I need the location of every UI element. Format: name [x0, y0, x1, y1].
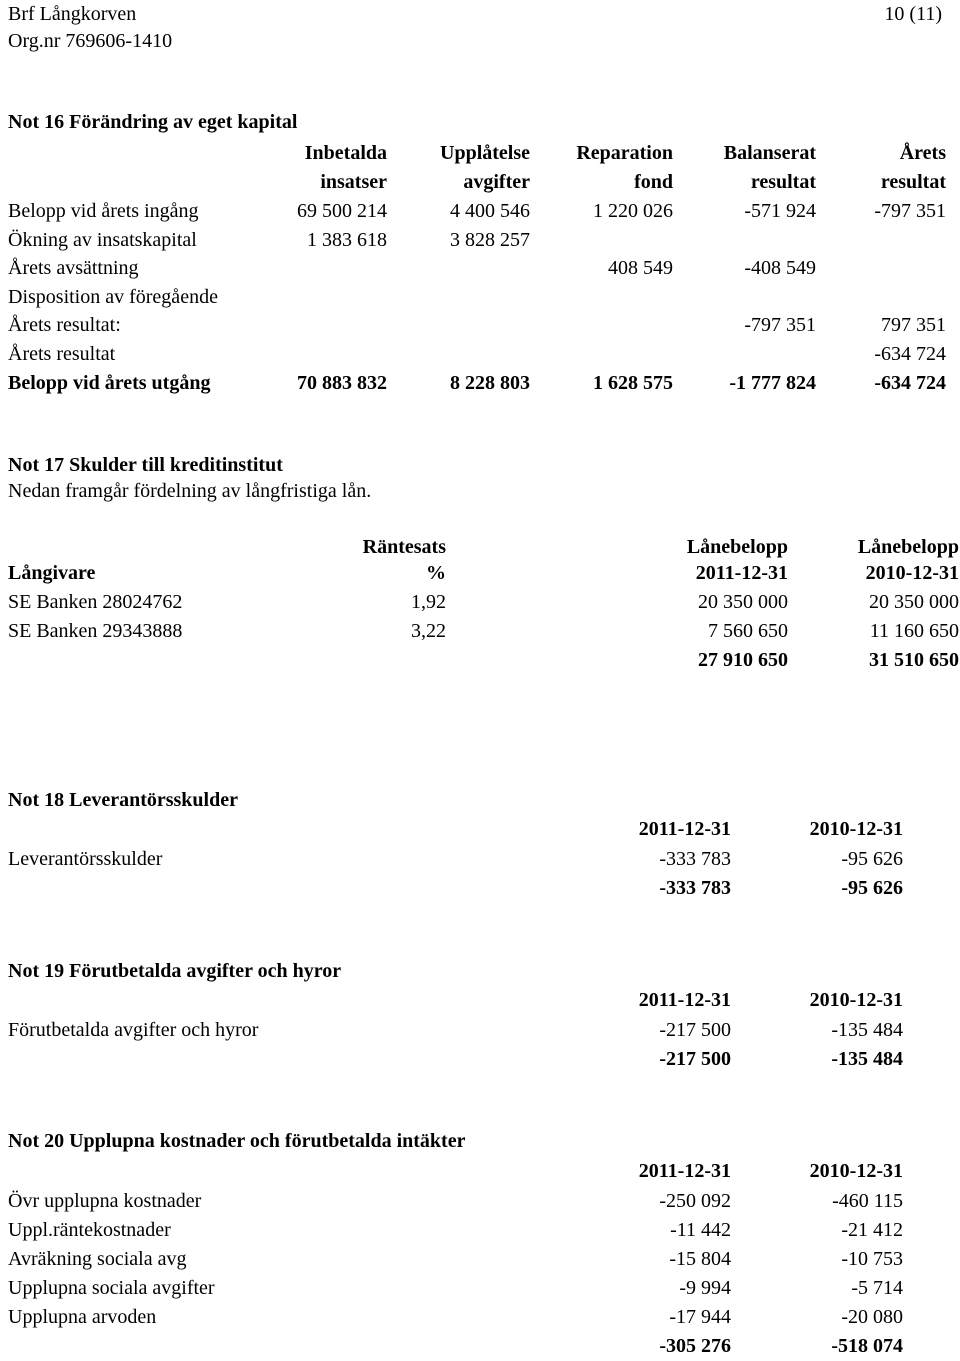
note16-cell-inbetalda-insatser: 1 383 618 [307, 228, 387, 251]
note16-cell-arets-resultat: -634 724 [874, 342, 946, 365]
note20-row [0, 1303, 960, 1332]
note18-total-2011: -333 783 [659, 877, 731, 899]
note16-col-header-reparation-fond: Reparation [576, 142, 673, 164]
note17-row [0, 617, 960, 646]
note16-cell-balanserat-resultat: -571 924 [744, 200, 816, 222]
note16-row-label: Årets avsättning [8, 257, 139, 279]
note16-total-label: Belopp vid årets utgång [8, 372, 211, 394]
note17-row [0, 588, 960, 617]
note19-value-2010: -135 484 [831, 1019, 903, 1041]
note19-col-header-2011: 2011-12-31 [638, 989, 731, 1011]
note17-title: Not 17 Skulder till kreditinstitut [8, 454, 283, 476]
note19-col-header-2010: 2010-12-31 [809, 989, 903, 1011]
note17-col-header-date-2011: 2011-12-31 [695, 562, 788, 584]
note18-col-header-2010: 2010-12-31 [809, 818, 903, 840]
note16-row-label: Disposition av föregående [8, 285, 218, 308]
note16-cell-inbetalda-insatser: 69 500 214 [297, 200, 387, 222]
note17-rate: 1,92 [411, 591, 446, 613]
note20-row-label: Övr upplupna kostnader [8, 1190, 202, 1212]
note17-col-header-rate-unit: % [426, 562, 446, 584]
note17-col-header-date-2010: 2010-12-31 [865, 562, 959, 584]
note20-value-2010: -21 412 [841, 1219, 903, 1241]
org-number: Org.nr 769606-1410 [8, 30, 173, 52]
note16-cell-upplatelse-avgifter: 4 400 546 [450, 200, 530, 222]
note20-row [0, 1216, 960, 1245]
note18-total-2010: -95 626 [841, 877, 903, 899]
page-number: 10 (11) [884, 3, 942, 25]
note17-total-2010: 31 510 650 [869, 649, 959, 671]
note18-value-2010: -95 626 [841, 848, 903, 870]
note20-value-2010: -5 714 [851, 1277, 903, 1299]
note20-title: Not 20 Upplupna kostnader och förutbetalda intäkter [8, 1130, 466, 1152]
note17-total-2011: 27 910 650 [698, 649, 788, 671]
note16-cell-reparation-fond: 1 220 026 [593, 200, 673, 222]
note20-value-2010: -20 080 [841, 1306, 903, 1328]
note16-col-subheader-upplatelse-avgifter: avgifter [463, 171, 530, 193]
note16-row [0, 254, 960, 283]
note17-col-header-loan-2010: Lånebelopp [857, 536, 959, 558]
note17-subtitle: Nedan framgår fördelning av långfristiga lån. [8, 480, 372, 502]
note17-loan-2010: 11 160 650 [869, 620, 959, 642]
note18-title: Not 18 Leverantörsskulder [8, 789, 238, 811]
note16-col-header-arets-resultat: Årets [899, 142, 946, 164]
note20-value-2011: -15 804 [669, 1248, 731, 1270]
note17-loan-2011: 7 560 650 [708, 620, 788, 642]
org-name: Brf Långkorven [8, 3, 137, 25]
note18-row-label: Leverantörsskulder [8, 848, 163, 870]
note17-header-row-2 [0, 559, 960, 588]
note16-col-subheader-inbetalda-insatser: insatser [320, 171, 387, 193]
note16-cell-reparation-fond: 408 549 [608, 257, 673, 279]
note18-total-row [0, 874, 960, 903]
note19-title: Not 19 Förutbetalda avgifter och hyror [8, 960, 342, 982]
note16-col-subheader-balanserat-resultat: resultat [750, 171, 816, 193]
note16-total-row [0, 369, 960, 398]
note16-title: Not 16 Förändring av eget kapital [8, 111, 298, 133]
note16-col-header-balanserat-resultat: Balanserat [723, 142, 816, 164]
note20-value-2011: -250 092 [659, 1190, 731, 1212]
note17-total-row [0, 646, 960, 675]
note20-header-row [0, 1157, 960, 1186]
note16-row-label: Belopp vid årets ingång [8, 200, 199, 222]
note20-total-2010: -518 074 [831, 1335, 903, 1357]
note20-value-2011: -17 944 [669, 1306, 731, 1328]
note20-row [0, 1187, 960, 1216]
note18-header-row [0, 815, 960, 844]
note16-cell-upplatelse-avgifter: 3 828 257 [450, 228, 530, 251]
note16-row [0, 340, 960, 369]
note19-value-2011: -217 500 [659, 1019, 731, 1041]
note16-row [0, 311, 960, 340]
note16-row [0, 283, 960, 312]
note20-row [0, 1274, 960, 1303]
note20-col-header-2010: 2010-12-31 [809, 1160, 903, 1182]
note16-total-arets-resultat: -634 724 [874, 372, 946, 394]
note20-total-2011: -305 276 [659, 1335, 731, 1357]
note20-value-2010: -460 115 [832, 1190, 903, 1212]
note20-value-2010: -10 753 [841, 1248, 903, 1270]
note20-col-header-2011: 2011-12-31 [638, 1160, 731, 1182]
note17-loan-2010: 20 350 000 [869, 591, 959, 613]
note17-loan-2011: 20 350 000 [698, 591, 788, 613]
note16-cell-balanserat-resultat: -797 351 [744, 314, 816, 336]
note16-header-row-2 [0, 168, 960, 197]
note16-header-row-1 [0, 139, 960, 168]
note16-total-reparation-fond: 1 628 575 [593, 372, 673, 394]
note16-col-subheader-reparation-fond: fond [634, 171, 673, 193]
note16-total-upplatelse-avgifter: 8 228 803 [450, 372, 530, 394]
note20-row-label: Upplupna arvoden [8, 1306, 157, 1328]
note19-total-row [0, 1045, 960, 1074]
note19-header-row [0, 986, 960, 1015]
note16-col-subheader-arets-resultat: resultat [880, 171, 946, 193]
note20-value-2011: -9 994 [679, 1277, 731, 1299]
note17-rate: 3,22 [411, 620, 446, 642]
note16-total-inbetalda-insatser: 70 883 832 [297, 372, 387, 394]
note16-cell-arets-resultat: -797 351 [874, 200, 946, 222]
note16-row-label: Årets resultat: [8, 314, 121, 336]
note16-cell-balanserat-resultat: -408 549 [744, 257, 816, 279]
note17-lender: SE Banken 28024762 [8, 591, 183, 613]
note19-row [0, 1016, 960, 1045]
note19-row-label: Förutbetalda avgifter och hyror [8, 1019, 259, 1041]
note20-row [0, 1245, 960, 1274]
note20-row-label: Upplupna sociala avgifter [8, 1277, 215, 1299]
note20-row-label: Uppl.räntekostnader [8, 1219, 171, 1241]
note16-col-header-inbetalda-insatser: Inbetalda [304, 142, 387, 164]
note19-total-2010: -135 484 [831, 1048, 903, 1070]
note20-total-row [0, 1332, 960, 1361]
note16-row-label: Ökning av insatskapital [8, 228, 197, 251]
note17-col-header-lender: Långivare [8, 562, 96, 584]
note16-col-header-upplatelse-avgifter: Upplåtelse [440, 142, 530, 164]
note20-value-2011: -11 442 [670, 1219, 731, 1241]
note16-cell-arets-resultat: 797 351 [881, 314, 946, 336]
note16-row-label: Årets resultat [8, 342, 116, 365]
note17-lender: SE Banken 29343888 [8, 620, 183, 642]
note16-row [0, 226, 960, 255]
note17-col-header-loan-2011: Lånebelopp [686, 536, 788, 558]
note16-total-balanserat-resultat: -1 777 824 [729, 372, 816, 394]
note17-col-header-rate: Räntesats [362, 536, 446, 558]
note17-header-row-1 [0, 533, 960, 562]
note18-col-header-2011: 2011-12-31 [638, 818, 731, 840]
note18-value-2011: -333 783 [659, 848, 731, 870]
note18-row [0, 845, 960, 874]
note16-row [0, 197, 960, 226]
note20-row-label: Avräkning sociala avg [8, 1248, 187, 1270]
note19-total-2011: -217 500 [659, 1048, 731, 1070]
